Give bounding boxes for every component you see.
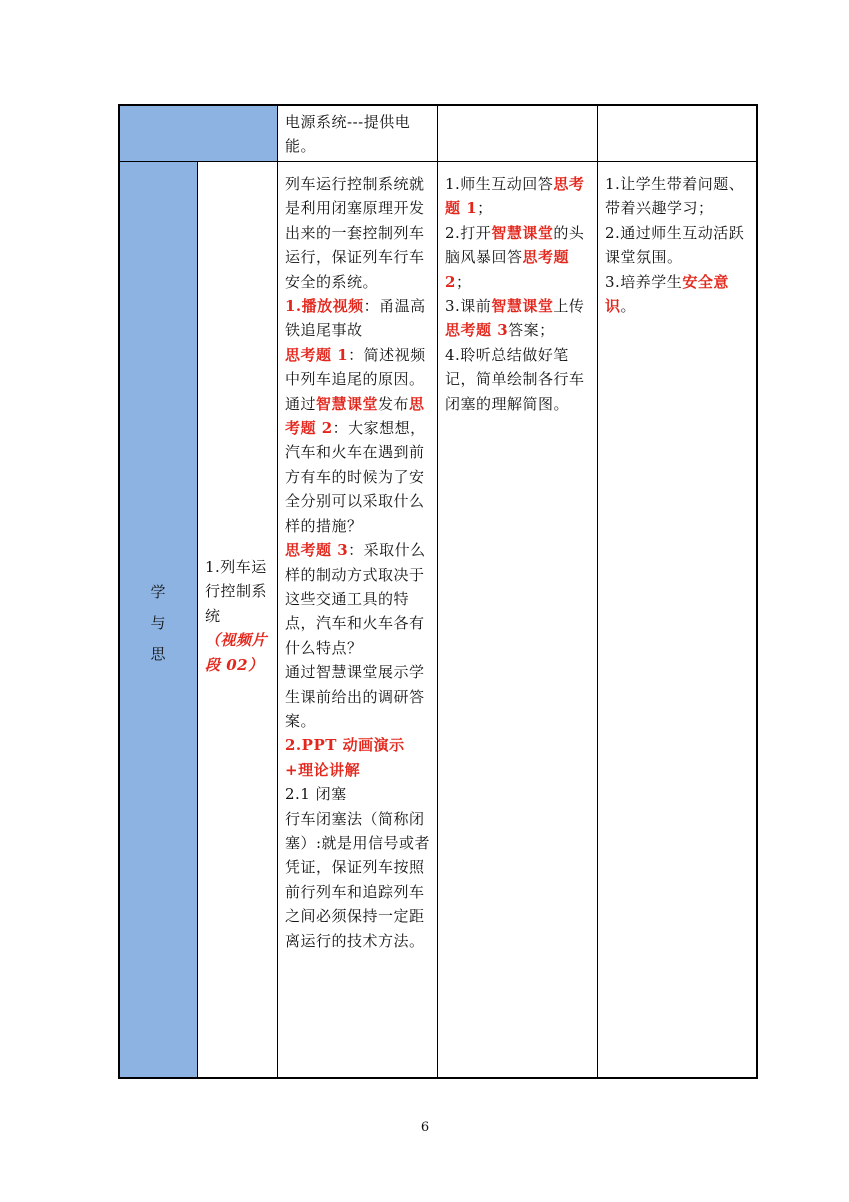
col-divider-1	[197, 161, 198, 1078]
safety-awareness-label: 安全意识	[605, 272, 729, 316]
question3-paragraph	[285, 538, 433, 660]
design-intent-text	[605, 172, 754, 318]
s2-platform: 智慧课堂	[491, 223, 554, 242]
s2-label: 思考题 2	[445, 248, 570, 291]
question1-text: ：简述视频中列车追尾的原因。	[285, 345, 426, 389]
question3-text: ：采取什么样的制动方式取决于这些交通工具的特点，汽车和火车各有什么特点？	[285, 541, 426, 657]
q2-pre: 通过	[285, 394, 317, 413]
category-char-2: 与	[150, 614, 166, 632]
intent-3	[605, 270, 754, 319]
power-system-label: 电源系统---提供电能。	[285, 113, 411, 156]
s3-mid: 上传	[553, 297, 585, 316]
s1-label: 思考题 1	[445, 175, 585, 218]
student-step-1	[445, 172, 593, 221]
question2-paragraph	[285, 392, 433, 538]
show-answers-paragraph: 通过智慧课堂展示学生课前给出的调研答案。	[285, 663, 425, 730]
s3-pre: 3.课前	[445, 297, 492, 316]
q2-mid: 发布	[378, 394, 410, 413]
col-divider-3	[437, 104, 438, 1079]
question2-label: 思考题 2	[285, 394, 425, 438]
i3-end: 。	[620, 297, 637, 316]
table-border-top	[118, 104, 758, 106]
question1-label: 思考题 1	[285, 345, 349, 364]
topic-cell-text	[205, 555, 274, 677]
question2-text: ：大家想想，汽车和火车在遇到前方有车的时候为了安全分别可以采取什么样的措施？	[285, 419, 426, 535]
question3-label: 思考题 3	[285, 541, 349, 560]
item1-paragraph	[285, 294, 433, 343]
s2-end: ；	[455, 272, 472, 291]
s1-pre: 1.师生互动回答	[445, 175, 554, 193]
play-video-text: ：甬温高铁追尾事故	[285, 297, 426, 340]
student-step-2	[445, 221, 593, 294]
category-char-3: 思	[150, 645, 166, 663]
block-subtitle: 2.1 闭塞	[285, 785, 347, 804]
content-cell-text	[285, 172, 433, 953]
intent-2: 2.通过师生互动活跃课堂氛围。	[605, 223, 745, 267]
table-border-bottom	[118, 1077, 758, 1079]
student-step-4: 4.聆听总结做好笔记，简单绘制各行车闭塞的理解简图。	[445, 345, 585, 413]
row1-content-text	[285, 110, 433, 159]
s2-pre: 2.打开	[445, 223, 492, 242]
ppt-demo-label: 2.PPT 动画演示+理论讲解	[285, 736, 405, 779]
student-step-3	[445, 294, 593, 343]
question1-paragraph	[285, 343, 433, 392]
row1-merged-header-cell	[119, 105, 278, 161]
power-system-text	[285, 110, 433, 159]
category-char-1: 学	[150, 583, 166, 601]
s3-platform: 智慧课堂	[491, 297, 554, 316]
page-number: 6	[420, 1120, 430, 1135]
i3-pre: 3.培养学生	[605, 272, 683, 291]
col-divider-2	[277, 104, 278, 1079]
block-definition: 行车闭塞法（简称闭塞）:就是用信号或者凭证，保证列车按照前行列车和追踪列车之间必须保持一定距离运行的技术方法。	[285, 809, 431, 950]
play-video-label: 1.播放视频	[285, 297, 364, 316]
s2-mid: 的头脑风暴回答	[445, 223, 585, 267]
s3-end: 答案；	[508, 321, 555, 340]
topic-title: 1.列车运行控制系统	[205, 558, 268, 625]
intro-paragraph: 列车运行控制系统就是利用闭塞原理开发出来的一套控制列车运行，保证列车行车安全的系统。	[285, 175, 425, 291]
row-divider	[118, 161, 758, 162]
smart-classroom-label: 智慧课堂	[316, 394, 379, 413]
category-label	[119, 577, 197, 670]
intent-1: 1.让学生带着问题、带着兴趣学习；	[605, 175, 745, 218]
student-activity-text	[445, 172, 593, 416]
col-divider-4	[597, 104, 598, 1079]
video-note: （视频片段 02）	[205, 631, 268, 674]
table-border-right	[756, 104, 758, 1079]
s3-label: 思考题 3	[445, 321, 509, 340]
s1-end: ；	[477, 199, 493, 218]
